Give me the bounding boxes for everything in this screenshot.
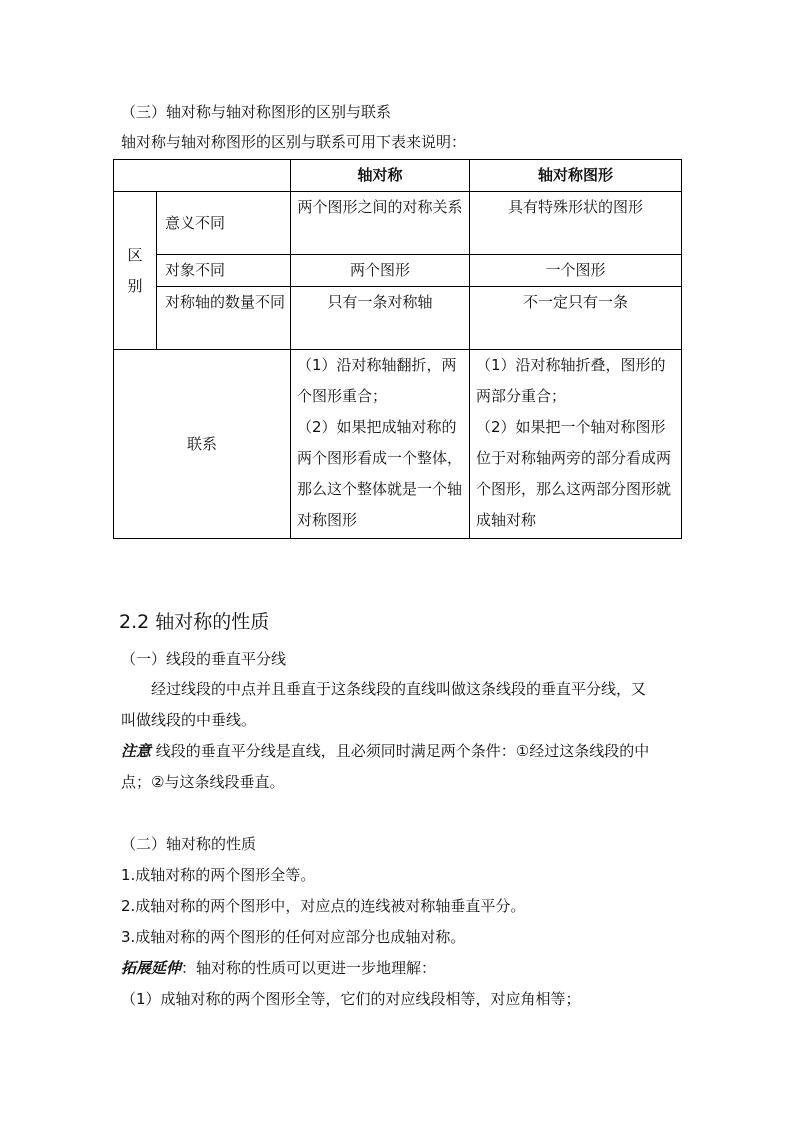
property-1: 1.成轴对称的两个图形全等。 xyxy=(121,866,316,884)
row-label-meaning: 意义不同 xyxy=(157,192,291,255)
cell-connection-figure xyxy=(470,350,682,539)
connection-axial-point-2: （2）如果把成轴对称的两个图形看成一个整体，那么这个整体就是一个轴对称图形 xyxy=(297,418,463,529)
col-header-axial-symmetry: 轴对称 xyxy=(291,160,470,192)
connection-figure-point-2: （2）如果把一个轴对称图形位于对称轴两旁的部分看成两个图形，那么这两部分图形就成轴对称 xyxy=(476,418,672,529)
table-intro: 轴对称与轴对称图形的区别与联系可用下表来说明： xyxy=(121,133,467,151)
connection-figure-point-1: （1）沿对称轴折叠，图形的两部分重合； xyxy=(476,356,666,405)
cell-meaning-axial: 两个图形之间的对称关系 xyxy=(291,192,470,255)
comparison-table xyxy=(113,159,682,539)
row-label-object: 对象不同 xyxy=(157,255,291,287)
note-line-2: 点；②与这条线段垂直。 xyxy=(121,773,285,791)
group-label-line-2: 别 xyxy=(127,276,143,295)
group-label-difference xyxy=(114,192,157,350)
definition-line-1: 经过线段的中点并且垂直于这条线段的直线叫做这条线段的垂直平分线，又 xyxy=(151,680,647,698)
row-label-axis-count: 对称轴的数量不同 xyxy=(157,287,291,350)
property-3: 3.成轴对称的两个图形的任何对应部分也成轴对称。 xyxy=(121,928,466,946)
sub-heading-2: （二）轴对称的性质 xyxy=(121,835,257,853)
cell-axis-count-figure: 不一定只有一条 xyxy=(470,287,682,350)
connection-axial-point-1: （1）沿对称轴翻折，两个图形重合； xyxy=(297,356,457,405)
group-label-line-1: 区 xyxy=(127,245,143,264)
note-label: 注意 xyxy=(121,742,152,760)
section-title-2-2: 2.2 轴对称的性质 xyxy=(119,611,270,633)
extension-label: 拓展延伸 xyxy=(121,959,182,977)
section-heading-3: （三）轴对称与轴对称图形的区别与联系 xyxy=(121,103,392,121)
definition-line-2: 叫做线段的中垂线。 xyxy=(121,711,257,729)
cell-object-axial: 两个图形 xyxy=(291,255,470,287)
cell-meaning-figure: 具有特殊形状的图形 xyxy=(470,192,682,255)
cell-connection-axial xyxy=(291,350,470,539)
property-2: 2.成轴对称的两个图形中，对应点的连线被对称轴垂直平分。 xyxy=(121,897,526,915)
extension-text: ：轴对称的性质可以更进一步地理解： xyxy=(181,959,437,977)
note-line-1 xyxy=(121,740,649,761)
extension-line xyxy=(121,957,436,978)
note-text-1: 线段的垂直平分线是直线，且必须同时满足两个条件：①经过这条线段的中 xyxy=(155,742,650,760)
cell-object-figure: 一个图形 xyxy=(470,255,682,287)
cell-axis-count-axial: 只有一条对称轴 xyxy=(291,287,470,350)
col-header-axisymmetric-figure: 轴对称图形 xyxy=(470,160,682,192)
extension-item-1: （1）成轴对称的两个图形全等，它们的对应线段相等，对应角相等； xyxy=(121,990,581,1008)
sub-heading-1: （一）线段的垂直平分线 xyxy=(121,650,287,668)
header-blank-cell xyxy=(114,160,291,192)
row-label-connection: 联系 xyxy=(114,350,291,539)
